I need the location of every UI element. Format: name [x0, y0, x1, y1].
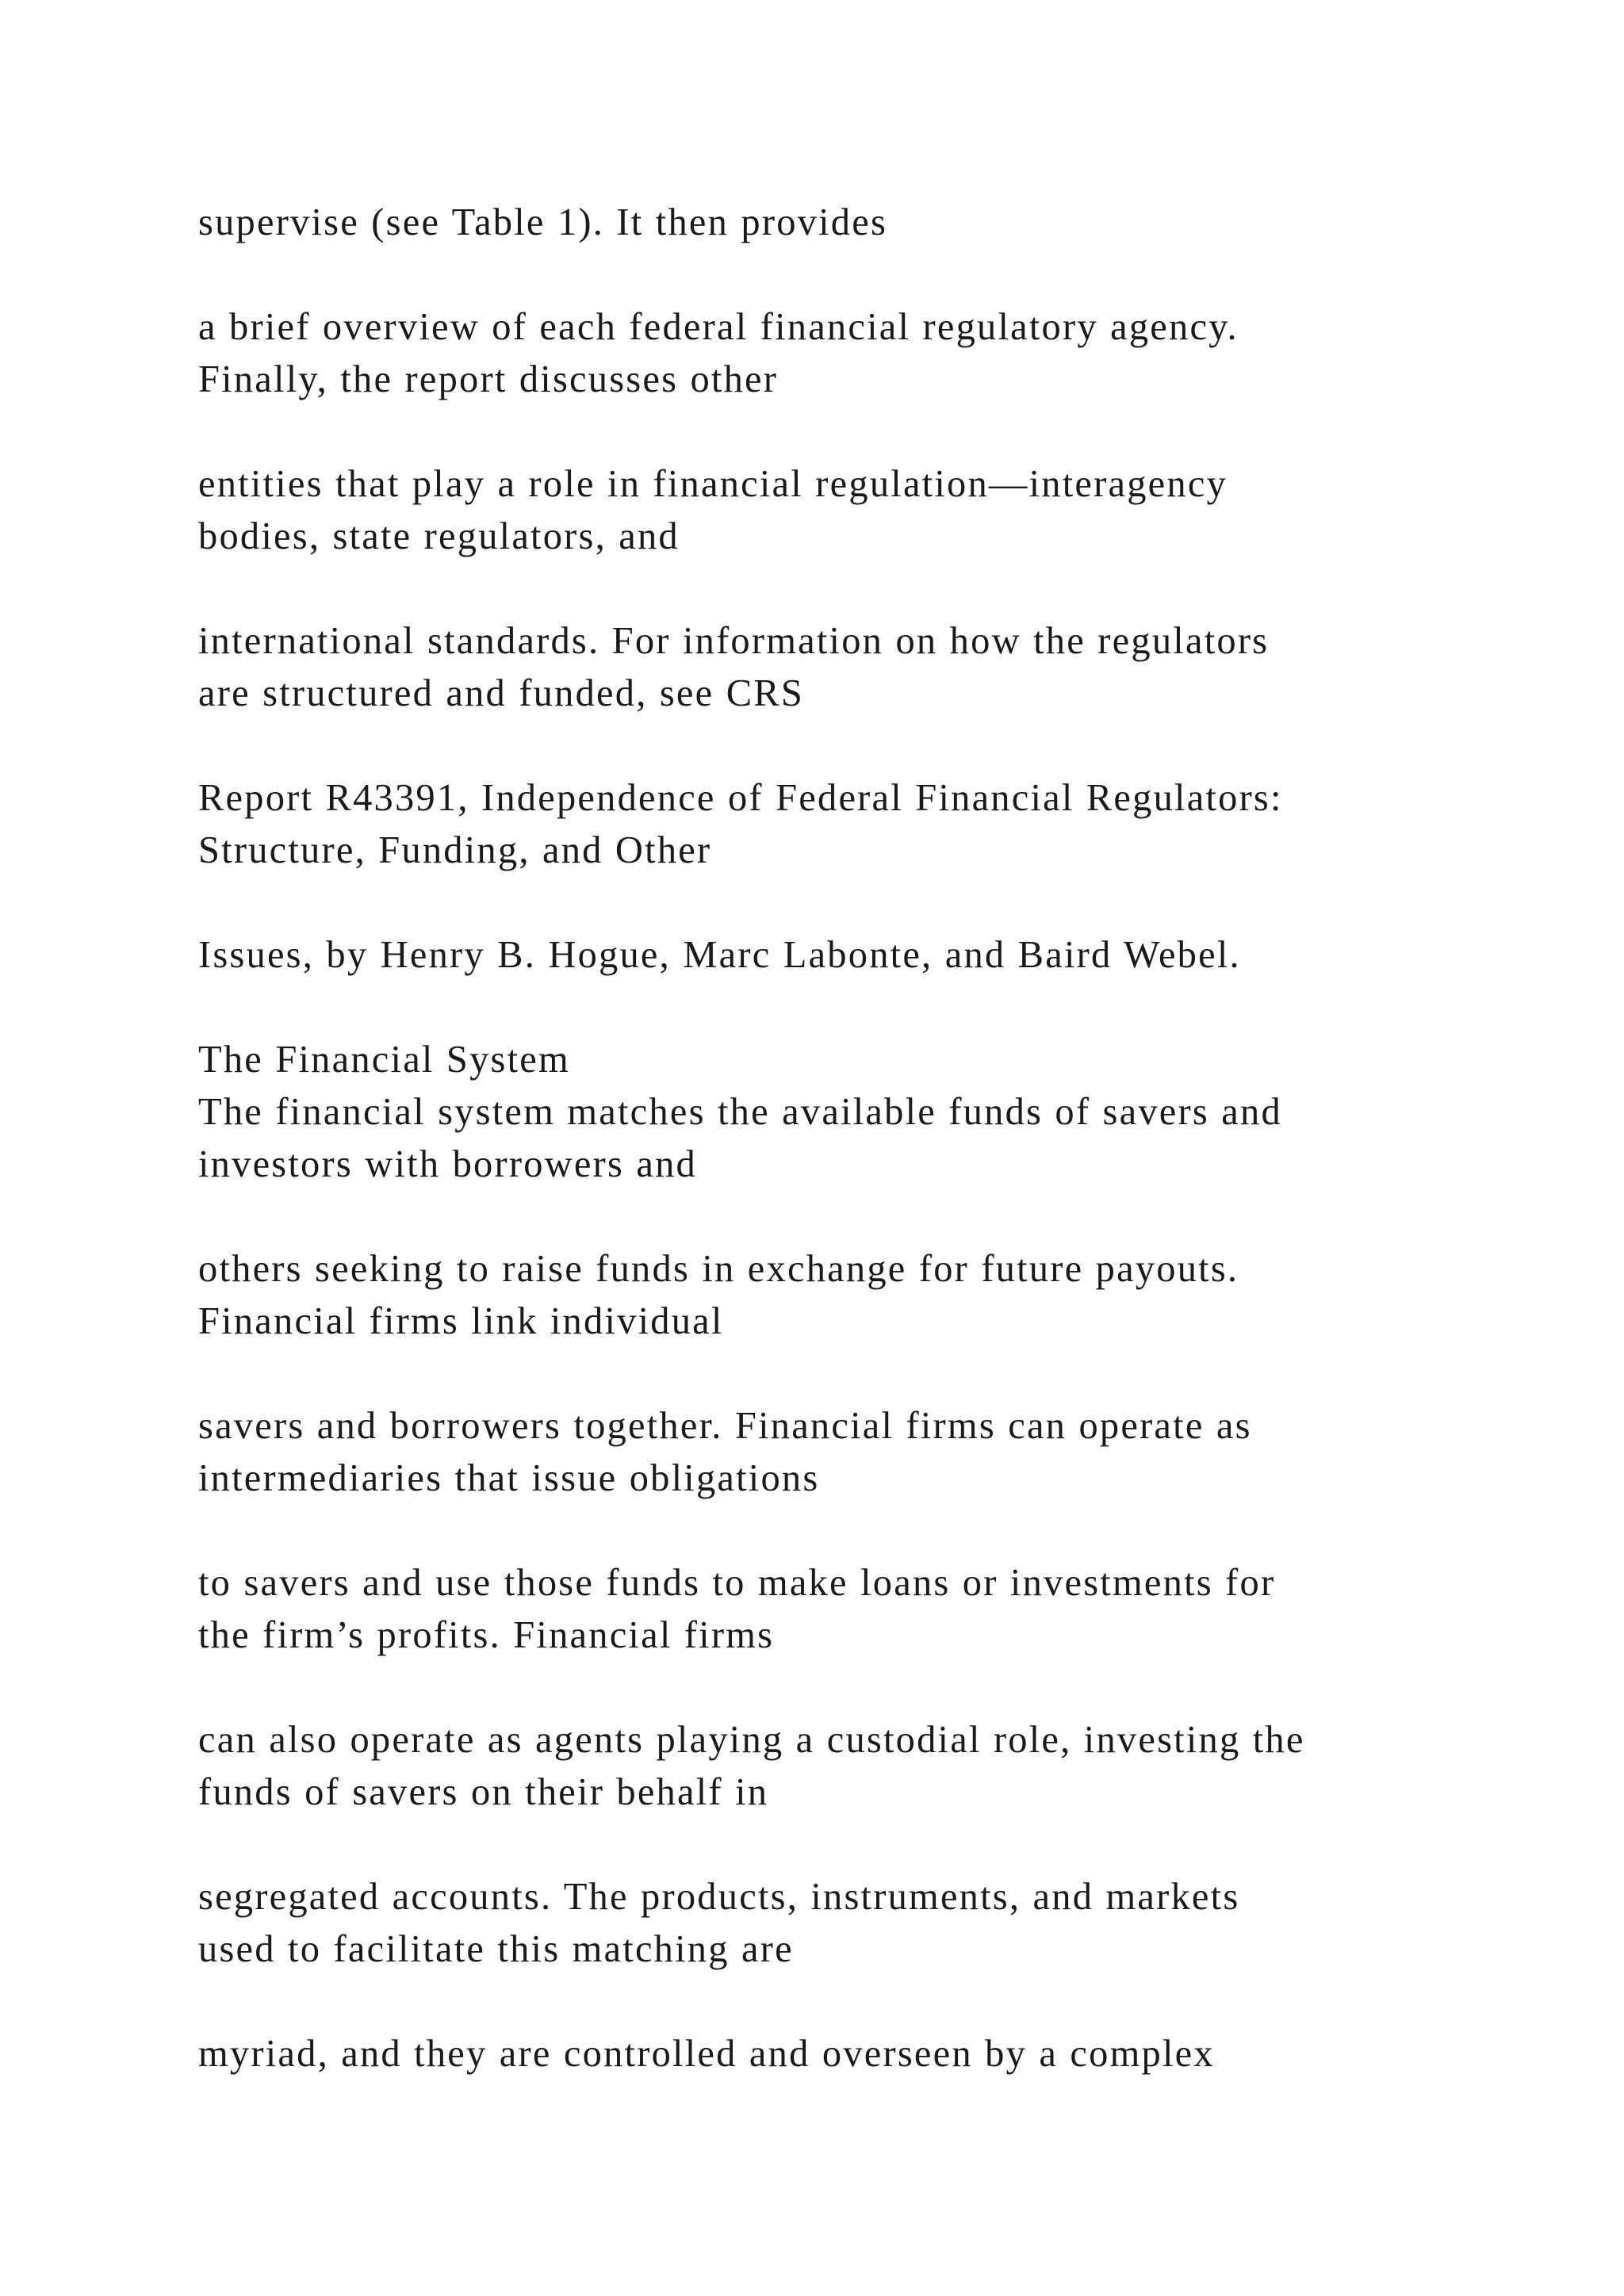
- text-line: the firm’s profits. Financial firms: [198, 1614, 775, 1656]
- paragraph-5: [198, 772, 1562, 877]
- paragraph-12: [198, 1871, 1562, 1976]
- text-line: Structure, Funding, and Other: [198, 829, 712, 871]
- text-line: myriad, and they are controlled and overseen by a complex: [198, 2033, 1215, 2075]
- paragraph-gap: [198, 406, 1562, 458]
- paragraph-gap: [198, 1976, 1562, 2028]
- text-line: segregated accounts. The products, instruments, and markets: [198, 1876, 1240, 1918]
- text-line: others seeking to raise funds in exchange for future payouts.: [198, 1248, 1239, 1290]
- document-body: [198, 197, 1562, 2080]
- text-line: can also operate as agents playing a custodial role, investing the: [198, 1719, 1305, 1761]
- text-line: bodies, state regulators, and: [198, 515, 680, 557]
- paragraph-9: [198, 1400, 1562, 1505]
- paragraph-gap: [198, 1662, 1562, 1714]
- text-line: used to facilitate this matching are: [198, 1928, 794, 1970]
- text-line: The financial system matches the available funds of savers and: [198, 1091, 1282, 1133]
- paragraph-gap: [198, 1348, 1562, 1400]
- paragraph-3: [198, 458, 1562, 563]
- text-line: investors with borrowers and: [198, 1143, 697, 1185]
- text-line: intermediaries that issue obligations: [198, 1457, 820, 1499]
- text-line: to savers and use those funds to make loans or investments for: [198, 1562, 1276, 1604]
- section-financial-system: [198, 1034, 1562, 1191]
- paragraph-gap: [198, 1819, 1562, 1871]
- paragraph-gap: [198, 720, 1562, 772]
- text-line: supervise (see Table 1). It then provides: [198, 201, 888, 243]
- text-line: international standards. For information on how the regulators: [198, 620, 1270, 662]
- text-line: funds of savers on their behalf in: [198, 1771, 769, 1813]
- paragraph-11: [198, 1714, 1562, 1819]
- paragraph-4: [198, 615, 1562, 720]
- paragraph-8: [198, 1243, 1562, 1348]
- paragraph-gap: [198, 249, 1562, 301]
- paragraph-13: [198, 2028, 1562, 2080]
- text-line: savers and borrowers together. Financial firms can operate as: [198, 1405, 1252, 1447]
- paragraph-6: [198, 929, 1562, 982]
- text-line: Financial firms link individual: [198, 1300, 724, 1342]
- paragraph-gap: [198, 563, 1562, 615]
- paragraph-1: [198, 197, 1562, 249]
- paragraph-gap: [198, 877, 1562, 929]
- paragraph-gap: [198, 1505, 1562, 1557]
- paragraph-gap: [198, 982, 1562, 1034]
- paragraph-10: [198, 1557, 1562, 1662]
- text-line: entities that play a role in financial regulation—interagency: [198, 463, 1228, 505]
- text-line: Finally, the report discusses other: [198, 358, 779, 400]
- text-line: Issues, by Henry B. Hogue, Marc Labonte, and Baird Webel.: [198, 934, 1241, 976]
- section-heading: The Financial System: [198, 1039, 570, 1081]
- text-line: are structured and funded, see CRS: [198, 672, 804, 714]
- text-line: a brief overview of each federal financial regulatory agency.: [198, 306, 1239, 348]
- paragraph-2: [198, 301, 1562, 406]
- paragraph-gap: [198, 1191, 1562, 1243]
- text-line: Report R43391, Independence of Federal Financial Regulators:: [198, 777, 1283, 819]
